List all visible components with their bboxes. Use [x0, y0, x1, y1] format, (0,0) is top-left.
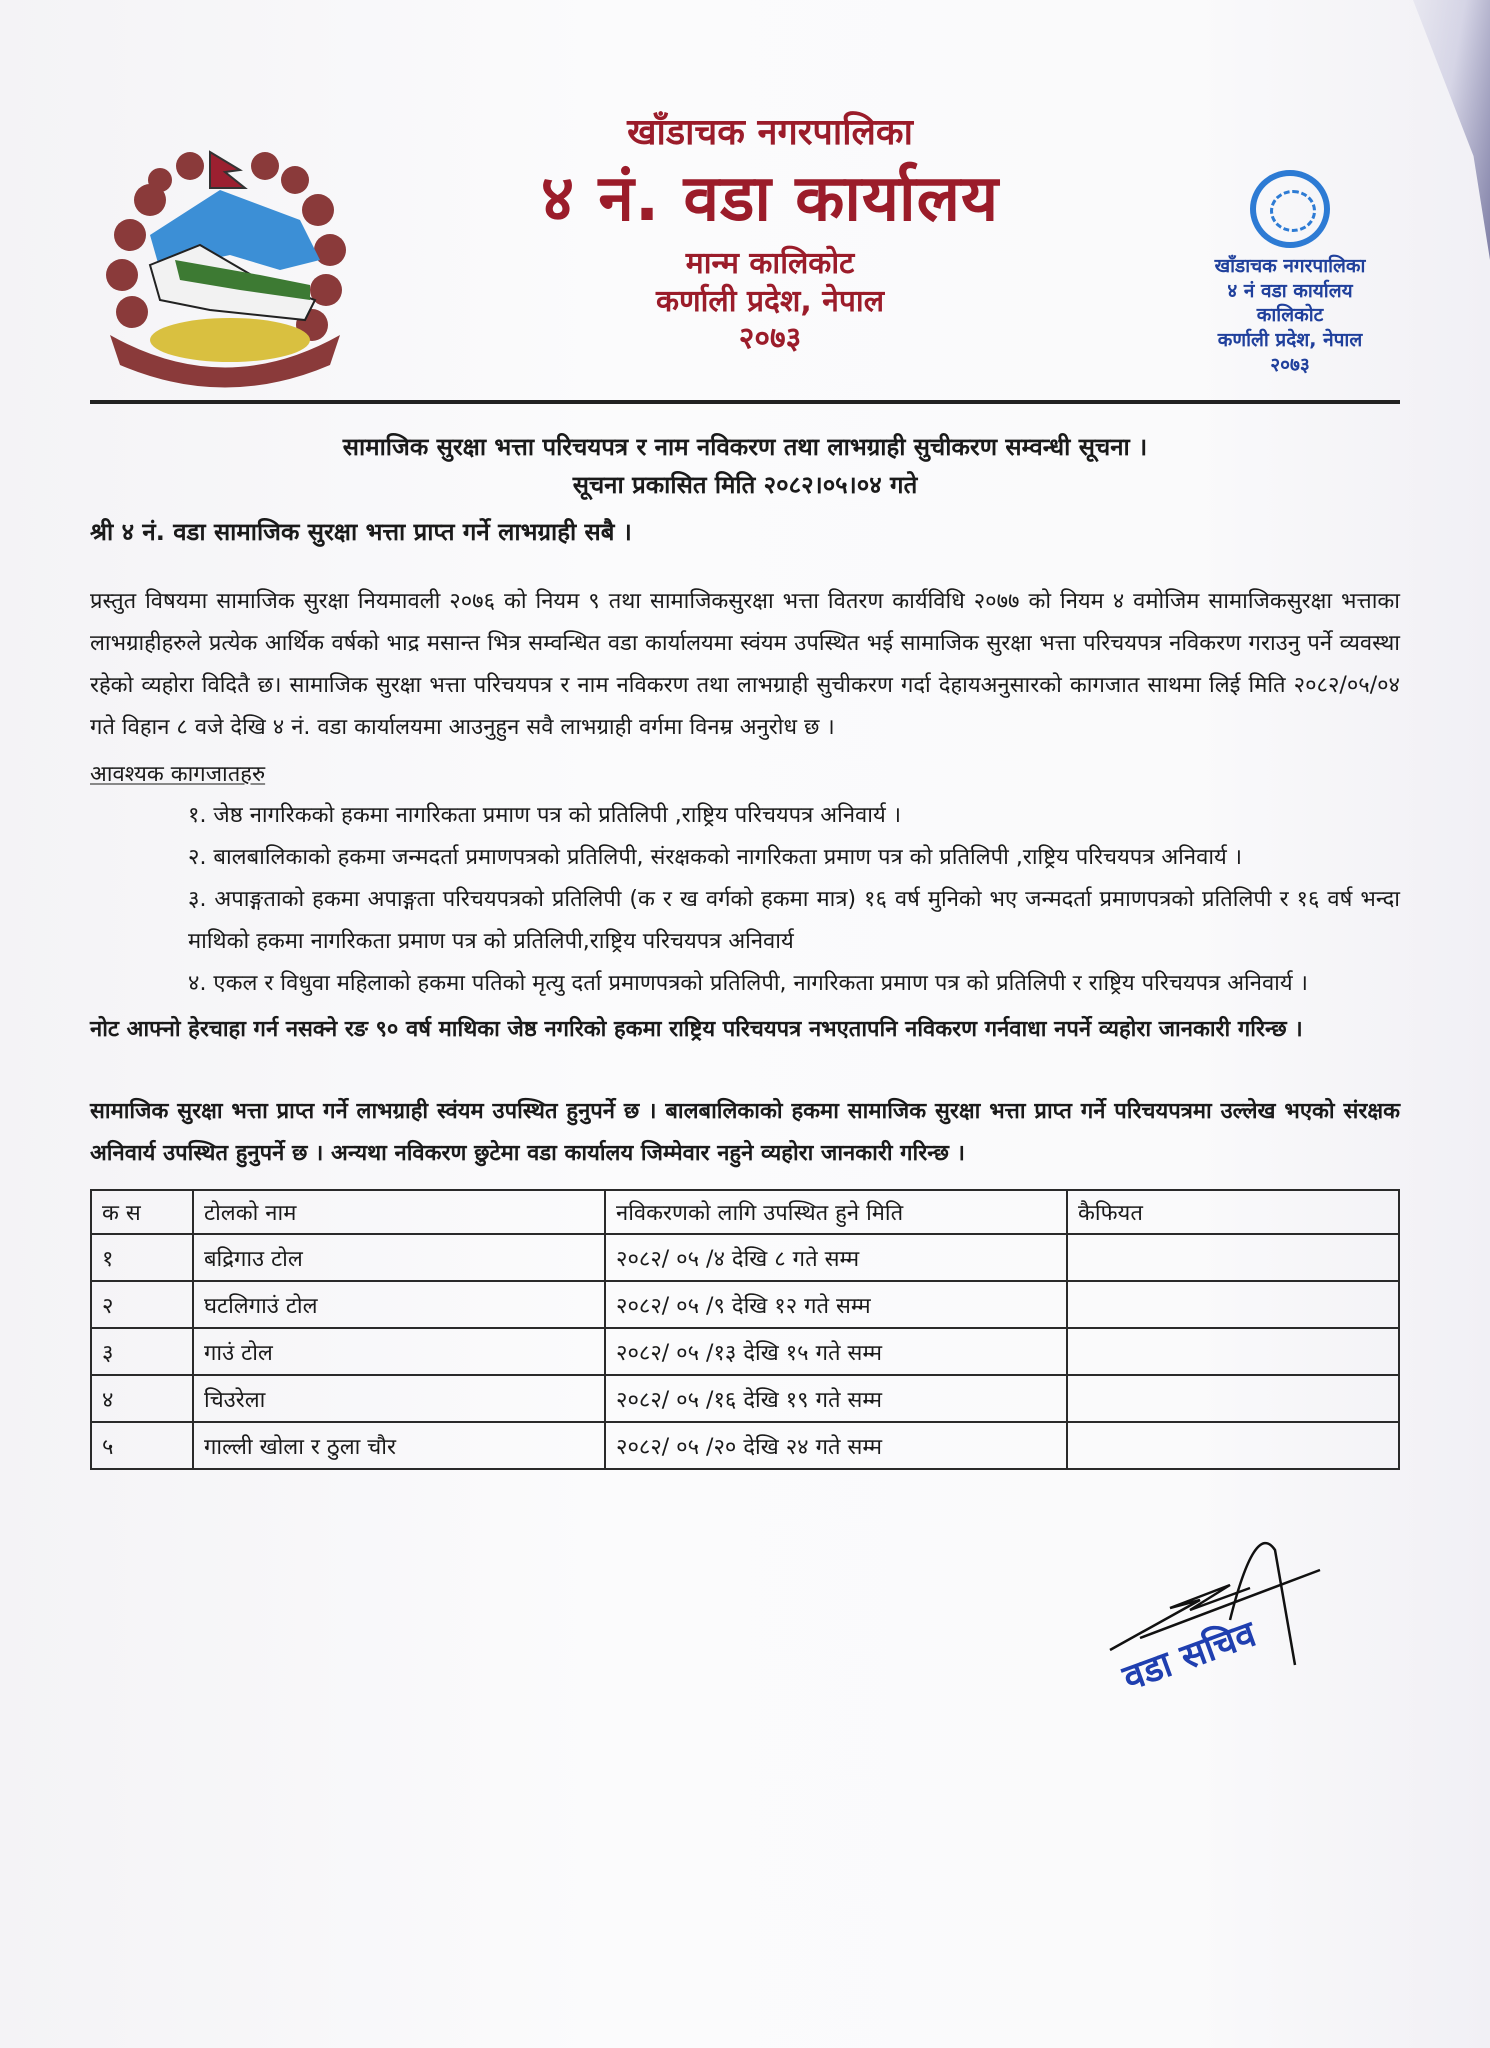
- renewal-schedule-table: [90, 1189, 1400, 1470]
- cell-remarks: [1067, 1328, 1399, 1375]
- cell-tole-name: घटलिगाउं टोल: [193, 1281, 605, 1328]
- table-header-row: [91, 1190, 1399, 1234]
- handwritten-signature-icon: [1080, 1530, 1340, 1700]
- table-row: [91, 1234, 1399, 1281]
- cell-remarks: [1067, 1422, 1399, 1469]
- ward-office-title: ४ नं. वडा कार्यालय: [540, 162, 1000, 236]
- notice-note: नोट आफ्नो हेरचाहा गर्न नसक्ने रङ ९० वर्ष माथिका जेष्ठ नगरिको हकमा राष्ट्रिय परिचयपत्र नभएतापनि नविकरण गर्नवाधा नपर्ने व्यहोरा जानकारी गरिन्छ ।: [90, 1017, 1303, 1043]
- requirement-item: १. जेष्ठ नागरिकको हकमा नागरिकता प्रमाण पत्र को प्रतिलिपी ,राष्ट्रिय परिचयपत्र अनिवार्य ।: [188, 803, 902, 829]
- cell-serial: २: [91, 1281, 193, 1328]
- office-seal-stamp: [1180, 170, 1400, 377]
- notice-addressee: श्री ४ नं. वडा सामाजिक सुरक्षा भत्ता प्राप्त गर्ने लाभग्राही सबै ।: [90, 517, 632, 546]
- table-row: [91, 1422, 1399, 1469]
- cell-remarks: [1067, 1375, 1399, 1422]
- requirement-item: ३. अपाङ्गताको हकमा अपाङ्गता परिचयपत्रको प्रतिलिपी (क र ख वर्गको हकमा मात्र) १६ वर्ष मुनिको भए जन्मदर्ता प्रमाणपत्रको प्रतिलिपी र १६ वर्ष भन्दा माथिको हकमा नागरिकता प्रमाण पत्र को प्रतिलिपी,राष्ट्रिय परिचयपत्र अनिवार्य: [188, 887, 1400, 955]
- table-row: [91, 1281, 1399, 1328]
- cell-date: २०८२/ ०५ /१६ देखि १९ गते सम्म: [605, 1375, 1067, 1422]
- notice-body: प्रस्तुत विषयमा सामाजिक सुरक्षा नियमावली २०७६ को नियम ९ तथा सामाजिकसुरक्षा भत्ता वितरण कार्यविधि २०७७ को नियम ४ वमोजिम सामाजिकसुरक्षा भत्ताका लाभग्राहीहरुले प्रत्येक आर्थिक वर्षको भाद्र मसान्त भित्र सम्वन्धित वडा कार्यालयमा स्वंयम उपस्थित भई सामाजिक सुरक्षा भत्ता परिचयपत्र नविकरण गराउनु पर्ने व्यवस्था रहेको व्यहोरा विदितै छ। सामाजिक सुरक्षा भत्ता परिचयपत्र र नाम नविकरण तथा लाभग्राही सुचीकरण गर्दा देहायअनुसारको कागजात साथमा लिई मिति २०८२/०५/०४ गते विहान ८ वजे देखि ४ नं. वडा कार्यालयमा आउनुहुन सवै लाभग्राही वर्गमा विनम्र अनुरोध छ ।: [90, 589, 1400, 741]
- nepal-government-emblem-icon: [90, 140, 360, 390]
- established-year: २०७३: [738, 321, 802, 356]
- notice-title: सामाजिक सुरक्षा भत्ता परिचयपत्र र नाम नविकरण तथा लाभग्राही सुचीकरण सम्वन्धी सूचना ।: [342, 433, 1148, 461]
- cell-tole-name: चिउरेला: [193, 1375, 605, 1422]
- cell-date: २०८२/ ०५ /२० देखि २४ गते सम्म: [605, 1422, 1067, 1469]
- cell-tole-name: गाल्ली खोला र ठुला चौर: [193, 1422, 605, 1469]
- cell-serial: १: [91, 1234, 193, 1281]
- municipality-name: खाँडाचक नगरपालिका: [627, 112, 913, 153]
- cell-tole-name: बद्रिगाउ टोल: [193, 1234, 605, 1281]
- cell-date: २०८२/ ०५ /९ देखि १२ गते सम्म: [605, 1281, 1067, 1328]
- cell-serial: ४: [91, 1375, 193, 1422]
- stamp-line: ४ नं वडा कार्यालय: [1227, 279, 1353, 302]
- cell-remarks: [1067, 1281, 1399, 1328]
- signatory-title: वडा सचिव: [1117, 1613, 1262, 1700]
- province-text: कर्णाली प्रदेश, नेपाल: [655, 283, 885, 319]
- table-row: [91, 1375, 1399, 1422]
- stamp-line: खाँडाचक नगरपालिका: [1214, 255, 1366, 277]
- requirement-item: ४. एकल र विधुवा महिलाको हकमा पतिको मृत्यु दर्ता प्रमाणपत्रको प्रतिलिपी, नागरिकता प्रमाण पत्र को प्रतिलिपी र राष्ट्रिय परिचयपत्र अनिवार्य ।: [188, 971, 1308, 997]
- stamp-line: कालिकोट: [1256, 304, 1324, 327]
- cell-date: २०८२/ ०५ /४ देखि ८ गते सम्म: [605, 1234, 1067, 1281]
- column-header-tole-name: टोलको नाम: [193, 1190, 605, 1234]
- cell-serial: ३: [91, 1328, 193, 1375]
- letterhead: [90, 110, 1400, 390]
- column-header-attendance-date: नविकरणको लागि उपस्थित हुने मिति: [605, 1190, 1067, 1234]
- cell-remarks: [1067, 1234, 1399, 1281]
- location-text: मान्म कालिकोट: [685, 246, 855, 281]
- column-header-remarks: कैफियत: [1067, 1190, 1399, 1234]
- column-header-serial: क स: [91, 1190, 193, 1234]
- attendance-notice: सामाजिक सुरक्षा भत्ता प्राप्त गर्ने लाभग्राही स्वंयम उपस्थित हुनुपर्ने छ । बालबालिकाको हकमा सामाजिक सुरक्षा भत्ता प्राप्त गर्ने परिचयपत्रमा उल्लेख भएको संरक्षक अनिवार्य उपस्थित हुनुपर्ने छ । अन्यथा नविकरण छुटेमा वडा कार्यालय जिम्मेवार नहुने व्यहोरा जानकारी गरिन्छ ।: [90, 1099, 1400, 1167]
- cell-date: २०८२/ ०५ /१३ देखि १५ गते सम्म: [605, 1328, 1067, 1375]
- letterhead-text: [380, 110, 1160, 358]
- table-row: [91, 1328, 1399, 1375]
- notice-published-date: सूचना प्रकासित मिति २०८२।०५।०४ गते: [572, 471, 918, 500]
- cell-serial: ५: [91, 1422, 193, 1469]
- requirements-heading: आवश्यक कागजातहरु: [90, 762, 266, 788]
- office-seal-icon: [1250, 170, 1330, 248]
- signature-block: [1080, 1530, 1340, 1700]
- stamp-line: २०७३: [1270, 353, 1310, 376]
- signature-area: [90, 1530, 1400, 1700]
- requirement-item: २. बालबालिकाको हकमा जन्मदर्ता प्रमाणपत्रको प्रतिलिपी, संरक्षकको नागरिकता प्रमाण पत्र को प्रतिलिपी ,राष्ट्रिय परिचयपत्र अनिवार्य ।: [188, 845, 1243, 871]
- cell-tole-name: गाउं टोल: [193, 1328, 605, 1375]
- header-divider: [90, 400, 1400, 404]
- stamp-line: कर्णाली प्रदेश, नेपाल: [1217, 329, 1363, 352]
